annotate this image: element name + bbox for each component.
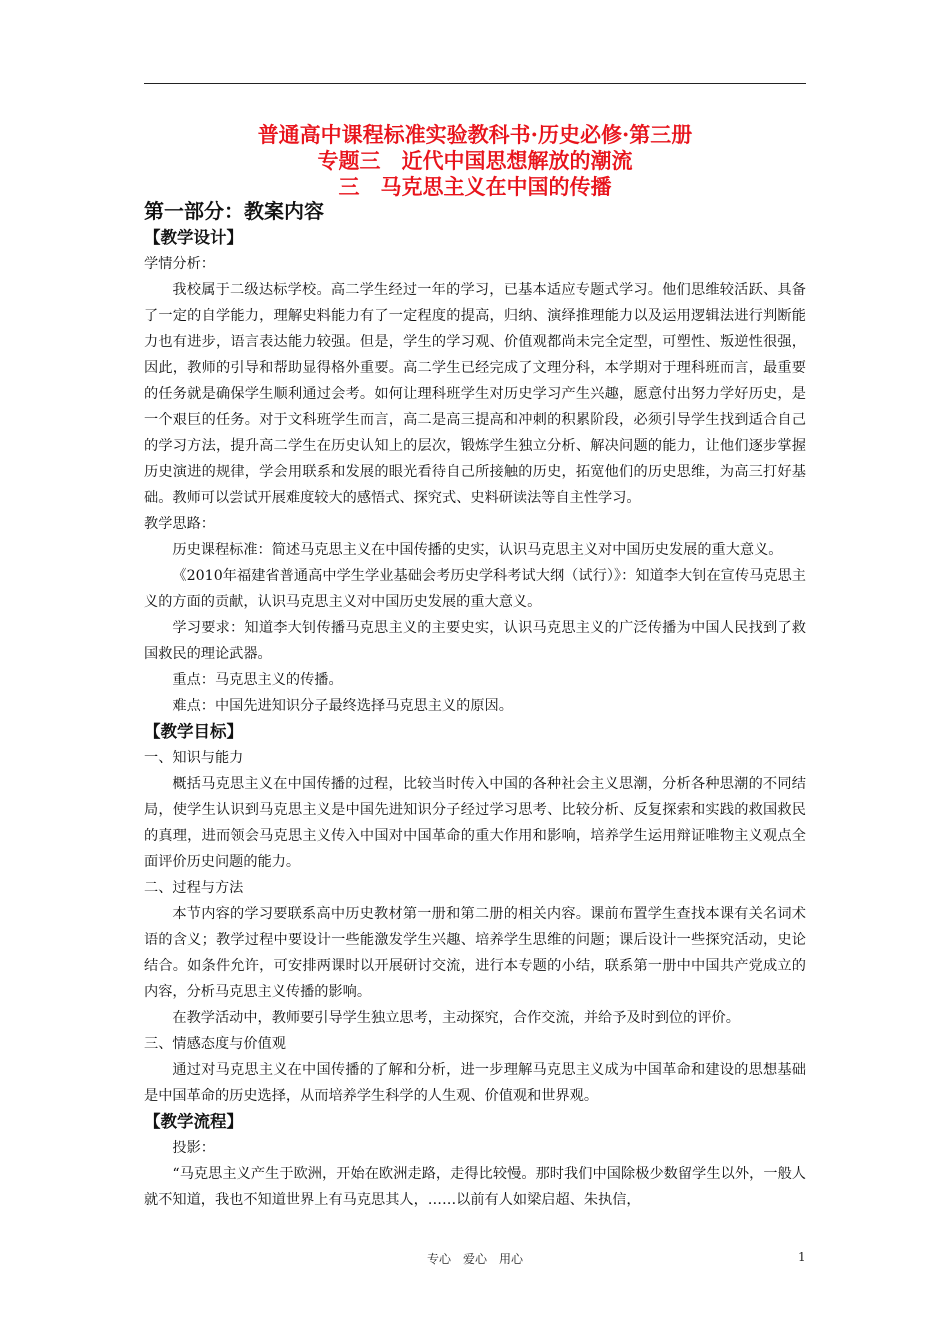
goal-paragraph-knowledge: 概括马克思主义在中国传播的过程，比较当时传入中国的各种社会主义思潮，分析各种思潮的不同结局，使学生认识到马克思主义是中国先进知识分子经过学习思考、比较分析、反复探索和实践的救国救民的真理，进而领会马克思主义传入中国对中国革命的重大作用和影响，培养学生运用辩证唯物主义观点全面评价历史问题的能力。 <box>144 776 806 870</box>
approach-requirement: 学习要求：知道李大钊传播马克思主义的主要史实，认识马克思主义的广泛传播为中国人民找到了救国救民的理论武器。 <box>144 620 806 662</box>
goal-label-process: 二、过程与方法 <box>144 880 244 896</box>
document-title <box>144 122 806 200</box>
page-number: 1 <box>798 1250 806 1264</box>
goal-paragraph-process: 本节内容的学习要联系高中历史教材第一册和第二册的相关内容。课前布置学生查找本课有关名词术语的含义；教学过程中要设计一些能激发学生兴趣、培养学生思维的问题；课后设计一些探究活动，史论结合。如条件允许，可安排两课时以开展研讨交流，进行本专题的小结，联系第一册中中国共产党成立的内容，分析马克思主义传播的影响。 <box>144 906 806 1000</box>
header-rule <box>144 83 806 84</box>
approach-exam-outline: 《2010年福建省普通高中学生学业基础会考历史学科考试大纲（试行）》：知道李大钊在宣传马克思主义的方面的贡献，认识马克思主义对中国历史发展的重大意义。 <box>144 568 806 610</box>
approach-standard: 历史课程标准：简述马克思主义在中国传播的史实，认识马克思主义对中国历史发展的重大意义。 <box>172 542 783 558</box>
title-line-lesson: 三 马克思主义在中国的传播 <box>338 174 612 199</box>
approach-key-point: 重点：马克思主义的传播。 <box>172 672 343 688</box>
analysis-label: 学情分析： <box>144 256 215 272</box>
approach-difficulty: 难点：中国先进知识分子最终选择马克思主义的原因。 <box>172 698 513 714</box>
part-heading: 第一部分：教案内容 <box>144 199 324 223</box>
document-body <box>144 197 806 1213</box>
goal-paragraph-activity: 在教学活动中，教师要引导学生独立思考，主动探究，合作交流，并给予及时到位的评价。 <box>172 1010 740 1026</box>
title-line-topic: 专题三 近代中国思想解放的潮流 <box>317 148 633 173</box>
goal-paragraph-values: 通过对马克思主义在中国传播的了解和分析，进一步理解马克思主义成为中国革命和建设的思想基础是中国革命的历史选择，从而培养学生科学的人生观、价值观和世界观。 <box>144 1062 806 1104</box>
approach-label: 教学思路： <box>144 516 215 532</box>
section-heading-design: 【教学设计】 <box>144 228 243 247</box>
flow-quote: “马克思主义产生于欧洲，开始在欧洲走路，走得比较慢。那时我们中国除极少数留学生以外，一般人就不知道，我也不知道世界上有马克思其人，……以前有人如梁启超、朱执信， <box>144 1166 806 1208</box>
section-heading-flow: 【教学流程】 <box>144 1112 243 1131</box>
goal-label-knowledge: 一、知识与能力 <box>144 750 244 766</box>
section-heading-goals: 【教学目标】 <box>144 722 243 741</box>
flow-label: 投影： <box>172 1140 215 1156</box>
goal-label-values: 三、情感态度与价值观 <box>144 1036 286 1052</box>
title-line-textbook: 普通高中课程标准实验教科书·历史必修·第三册 <box>257 122 693 147</box>
analysis-paragraph: 我校属于二级达标学校。高二学生经过一年的学习，已基本适应专题式学习。他们思维较活跃、具备了一定的自学能力，理解史料能力有了一定程度的提高，归纳、演绎推理能力以及运用逻辑法进行判断能力也有进步，语言表达能力较强。但是，学生的学习观、价值观都尚未完全定型，可塑性、叛逆性很强，因此，教师的引导和帮助显得格外重要。高二学生已经完成了文理分科，本学期对于理科班而言，最重要的任务就是确保学生顺利通过会考。如何让理科班学生对历史学习产生兴趣，愿意付出努力学好历史，是一个艰巨的任务。对于文科班学生而言，高二是高三提高和冲刺的积累阶段，必须引导学生找到适合自己的学习方法，提升高二学生在历史认知上的层次，锻炼学生独立分析、解决问题的能力，让他们逐步掌握历史演进的规律，学会用联系和发展的眼光看待自己所接触的历史，拓宽他们的历史思维，为高三打好基础。教师可以尝试开展难度较大的感悟式、探究式、史料研读法等自主性学习。 <box>144 282 806 506</box>
footer-motto: 专心 爱心 用心 <box>426 1252 523 1266</box>
